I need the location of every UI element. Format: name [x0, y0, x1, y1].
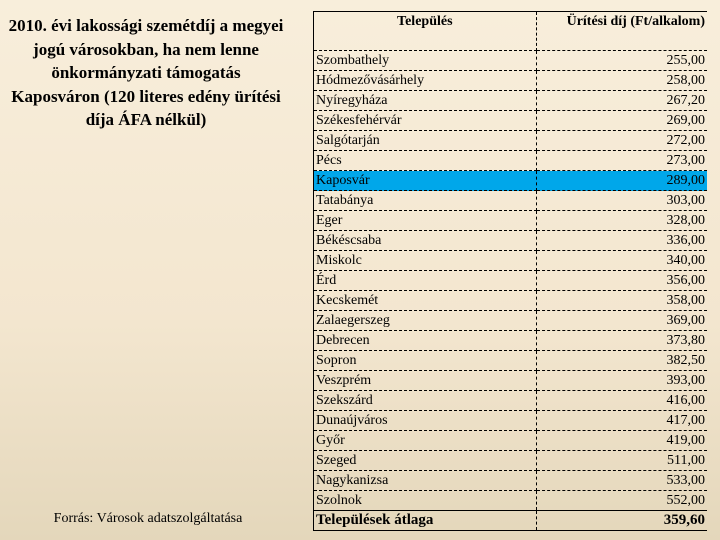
settlement-cell: Szolnok: [314, 491, 537, 511]
table-row: [314, 71, 708, 91]
settlement-cell: Debrecen: [314, 331, 537, 351]
fee-cell: 258,00: [536, 71, 707, 91]
fee-cell: 267,20: [536, 91, 707, 111]
settlement-cell: Szekszárd: [314, 391, 537, 411]
table-header-row: [314, 12, 708, 51]
fee-cell: 373,80: [536, 331, 707, 351]
settlement-cell: Pécs: [314, 151, 537, 171]
table-row: [314, 371, 708, 391]
settlement-cell: Szeged: [314, 451, 537, 471]
table-row: [314, 431, 708, 451]
settlement-cell: Nagykanizsa: [314, 471, 537, 491]
settlement-cell: Dunaújváros: [314, 411, 537, 431]
fee-cell: 255,00: [536, 51, 707, 71]
table-row: [314, 111, 708, 131]
settlement-cell: Tatabánya: [314, 191, 537, 211]
fee-cell: 269,00: [536, 111, 707, 131]
table-row: [314, 51, 708, 71]
average-value: 359,60: [536, 511, 707, 531]
fee-cell: 416,00: [536, 391, 707, 411]
table-row: [314, 91, 708, 111]
settlement-cell: Sopron: [314, 351, 537, 371]
table-row: [314, 451, 708, 471]
settlement-cell: Salgótarján: [314, 131, 537, 151]
settlement-cell: Eger: [314, 211, 537, 231]
settlement-cell: Győr: [314, 431, 537, 451]
fee-table: [313, 11, 707, 531]
fee-cell: 511,00: [536, 451, 707, 471]
settlement-cell: Miskolc: [314, 251, 537, 271]
fee-cell: 336,00: [536, 231, 707, 251]
fee-cell: 272,00: [536, 131, 707, 151]
fee-cell: 369,00: [536, 311, 707, 331]
fee-cell: 393,00: [536, 371, 707, 391]
table-row: [314, 151, 708, 171]
settlement-cell: Békéscsaba: [314, 231, 537, 251]
table-row: [314, 211, 708, 231]
fee-cell: 419,00: [536, 431, 707, 451]
settlement-cell: Székesfehérvár: [314, 111, 537, 131]
table-row: [314, 231, 708, 251]
settlement-cell: Veszprém: [314, 371, 537, 391]
settlement-cell: Kaposvár: [314, 171, 537, 191]
table-row: [314, 191, 708, 211]
fee-cell: 358,00: [536, 291, 707, 311]
source-note: Forrás: Városok adatszolgáltatása: [53, 511, 243, 526]
table-row: [314, 291, 708, 311]
fee-cell: 417,00: [536, 411, 707, 431]
settlement-cell: Kecskemét: [314, 291, 537, 311]
table-row: [314, 471, 708, 491]
fee-cell: 340,00: [536, 251, 707, 271]
average-label: Települések átlaga: [314, 511, 537, 531]
table-row: [314, 411, 708, 431]
table-row: [314, 391, 708, 411]
table-row: [314, 331, 708, 351]
fee-cell: 273,00: [536, 151, 707, 171]
table-row-highlighted: [314, 171, 708, 191]
table-row: [314, 351, 708, 371]
header-settlement: Település: [314, 12, 537, 51]
fee-cell: 356,00: [536, 271, 707, 291]
fee-cell: 533,00: [536, 471, 707, 491]
settlement-cell: Szombathely: [314, 51, 537, 71]
fee-cell: 382,50: [536, 351, 707, 371]
header-fee: Ürítési díj (Ft/alkalom): [536, 12, 707, 51]
fee-cell: 303,00: [536, 191, 707, 211]
settlement-cell: Hódmezővásárhely: [314, 71, 537, 91]
settlement-cell: Zalaegerszeg: [314, 311, 537, 331]
table-row: [314, 251, 708, 271]
fee-cell: 552,00: [536, 491, 707, 511]
table-row: [314, 311, 708, 331]
settlement-cell: Nyíregyháza: [314, 91, 537, 111]
table-row: [314, 131, 708, 151]
slide-title: 2010. évi lakossági szemétdíj a megyei jogú városokban, ha nem lenne önkormányzati támogatás Kaposváron (120 literes edény ürítési díja ÁFA nélkül): [8, 16, 284, 129]
settlement-cell: Érd: [314, 271, 537, 291]
average-row: [314, 511, 708, 531]
fee-cell: 328,00: [536, 211, 707, 231]
table-row: [314, 491, 708, 511]
table-row: [314, 271, 708, 291]
fee-cell: 289,00: [536, 171, 707, 191]
